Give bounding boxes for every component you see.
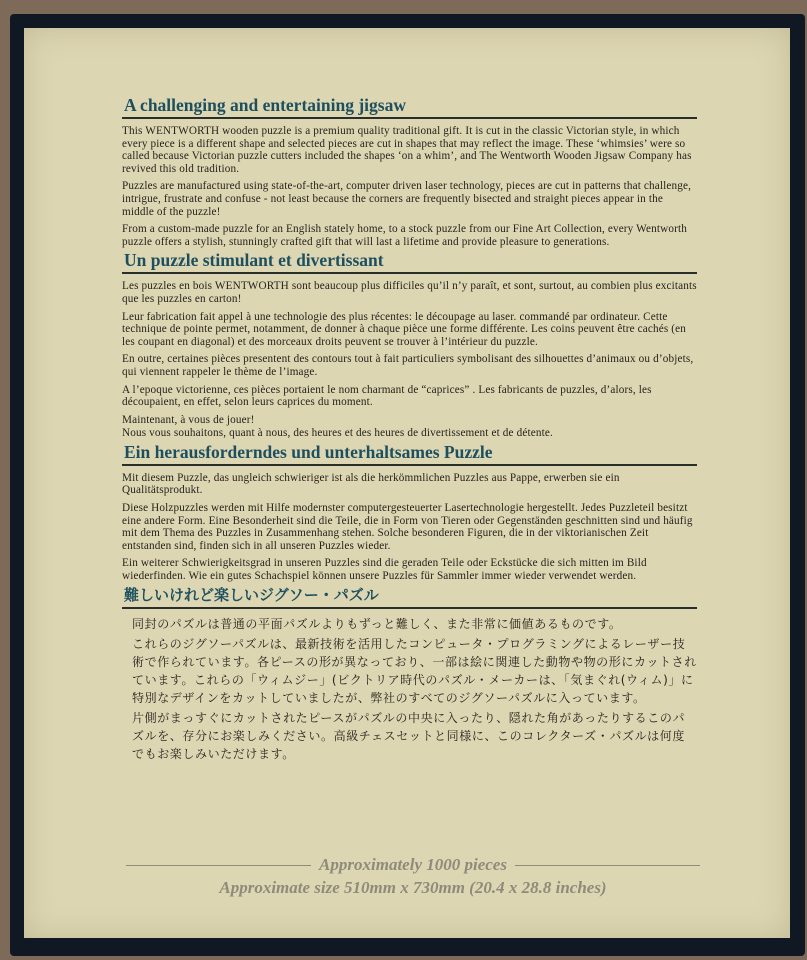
heading-french: Un puzzle stimulant et divertissant	[124, 250, 384, 271]
paragraph: A l’epoque victorienne, ces pièces portaient le nom charmant de “caprices” . Les fabricants de puzzles, d’alors, les découpaient, en effet, selon leurs caprices du moment.	[122, 383, 652, 409]
paragraph: Diese Holzpuzzles werden mit Hilfe modernster computergesteuerter Lasertechnologie hergestellt. Jedes Puzzleteil besitzt eine andere Form. Eine Besonderheit sind die Teile, die in Form von Tieren oder Gegenständen geschnitten sind und häufig mit dem Thema des Puzzles in Zusammenhang stehen. Solche besonderen Figuren, die in der viktorianischen Zeit entstanden sind, finden sich in all unseren Puzzles wieder.	[122, 502, 693, 552]
heading-rule	[122, 607, 697, 609]
divider-right	[515, 865, 700, 866]
section-japanese	[122, 586, 697, 763]
section-english	[122, 96, 697, 248]
puzzle-specs	[118, 855, 708, 899]
piece-count: Approximately 1000 pieces	[319, 855, 507, 874]
heading-english: A challenging and entertaining jigsaw	[124, 95, 406, 115]
paragraph: Mit diesem Puzzle, das ungleich schwieriger ist als die herkömmlichen Puzzles aus Pappe, erwerben sie ein Qualitätsprodukt.	[122, 471, 620, 497]
paragraph: Puzzles are manufactured using state-of-the-art, computer driven laser technology, pieces are cut in patterns that challenge, intrigue, frustrate and confuse - not least because the corners are frequently bisected and straight pieces appear in the middle of the puzzle!	[122, 180, 692, 218]
heading-rule	[122, 464, 697, 466]
heading-rule	[122, 272, 697, 274]
heading-rule	[122, 117, 697, 119]
paragraph: Ein weiterer Schwierigkeitsgrad in unseren Puzzles sind die geraden Teile oder Eckstücke die sich mitten im Bild wiederfinden. Wie ein gutes Schachspiel können unsere Puzzles für Sammler immer wieder verwendet werden.	[122, 557, 647, 583]
paragraph: これらのジグソーパズルは、最新技術を活用したコンピュータ・プログラミングによるレーザー技術で作られています。各ピースの形が異なっており、一部は絵に関連した動物や物の形にカットされています。これらの「ウィムジー」(ビクトリア時代のパズル・メーカーは、「気まぐれ(ウィム)」に特別なデザインをカットしていましたが、弊社のすべてのジグソーパズルに入っています。	[132, 636, 697, 705]
paragraph: Leur fabrication fait appel à une technologie des plus récentes: le découpage au laser. commandé par ordinateur. Cette technique de pointe permet, notamment, de donner à chaque pièce une forme différente. Les coins peuvent être cachés (en les coupant en diagonal) et des morceaux droits peuvent se trouver à l’intérieur du puzzle.	[122, 310, 687, 348]
puzzle-size: Approximate size 510mm x 730mm (20.4 x 28.8 inches)	[219, 878, 607, 897]
paragraph: 同封のパズルは普通の平面パズルよりもずっと難しく、また非常に価値あるものです。	[132, 616, 622, 631]
paragraph: This WENTWORTH wooden puzzle is a premium quality traditional gift. It is cut in the classic Victorian style, in which every piece is a different shape and selected pieces are cut in shapes that may reflect the image. These ‘whimsies’ were so called because Victorian puzzle cutters included the shapes ‘on a whim’, and The Wentworth Wooden Jigsaw Company has revived this old tradition.	[122, 125, 692, 175]
divider-left	[126, 865, 311, 866]
paragraph: Les puzzles en bois WENTWORTH sont beaucoup plus difficiles qu’il n’y paraît, et sont, surtout, au combien plus excitants que les puzzles en carton!	[122, 280, 697, 305]
paragraph: 片側がまっすぐにカットされたピースがパズルの中央に入ったり、隠れた角があったりするこのパズルを、存分にお楽しみください。高級チェスセットと同様に、このコレクターズ・パズルは何度でもお楽しみいただけます。	[132, 710, 686, 761]
section-german	[122, 443, 697, 583]
paragraph: From a custom-made puzzle for an English stately home, to a stock puzzle from our Fine Art Collection, every Wentworth puzzle offers a stylish, stunningly crafted gift that will last a lifetime and provide pleasure to generations.	[122, 223, 687, 248]
pieces-line	[118, 855, 708, 875]
paragraph: Nous vous souhaitons, quant à nous, des heures et des heures de divertissement et de détente.	[122, 427, 553, 440]
section-french	[122, 251, 697, 440]
heading-japanese: 難しいけれど楽しいジグソー・パズル	[124, 585, 379, 604]
paragraph: Maintenant, à vous de jouer!	[122, 413, 255, 426]
paragraph: En outre, certaines pièces presentent des contours tout à fait particuliers symbolisant des silhouettes d’animaux ou d’objets, qui viennent rappeler le thème de l’image.	[122, 353, 694, 378]
heading-german: Ein herausforderndes und unterhaltsames Puzzle	[124, 441, 493, 462]
description-text	[122, 96, 697, 763]
